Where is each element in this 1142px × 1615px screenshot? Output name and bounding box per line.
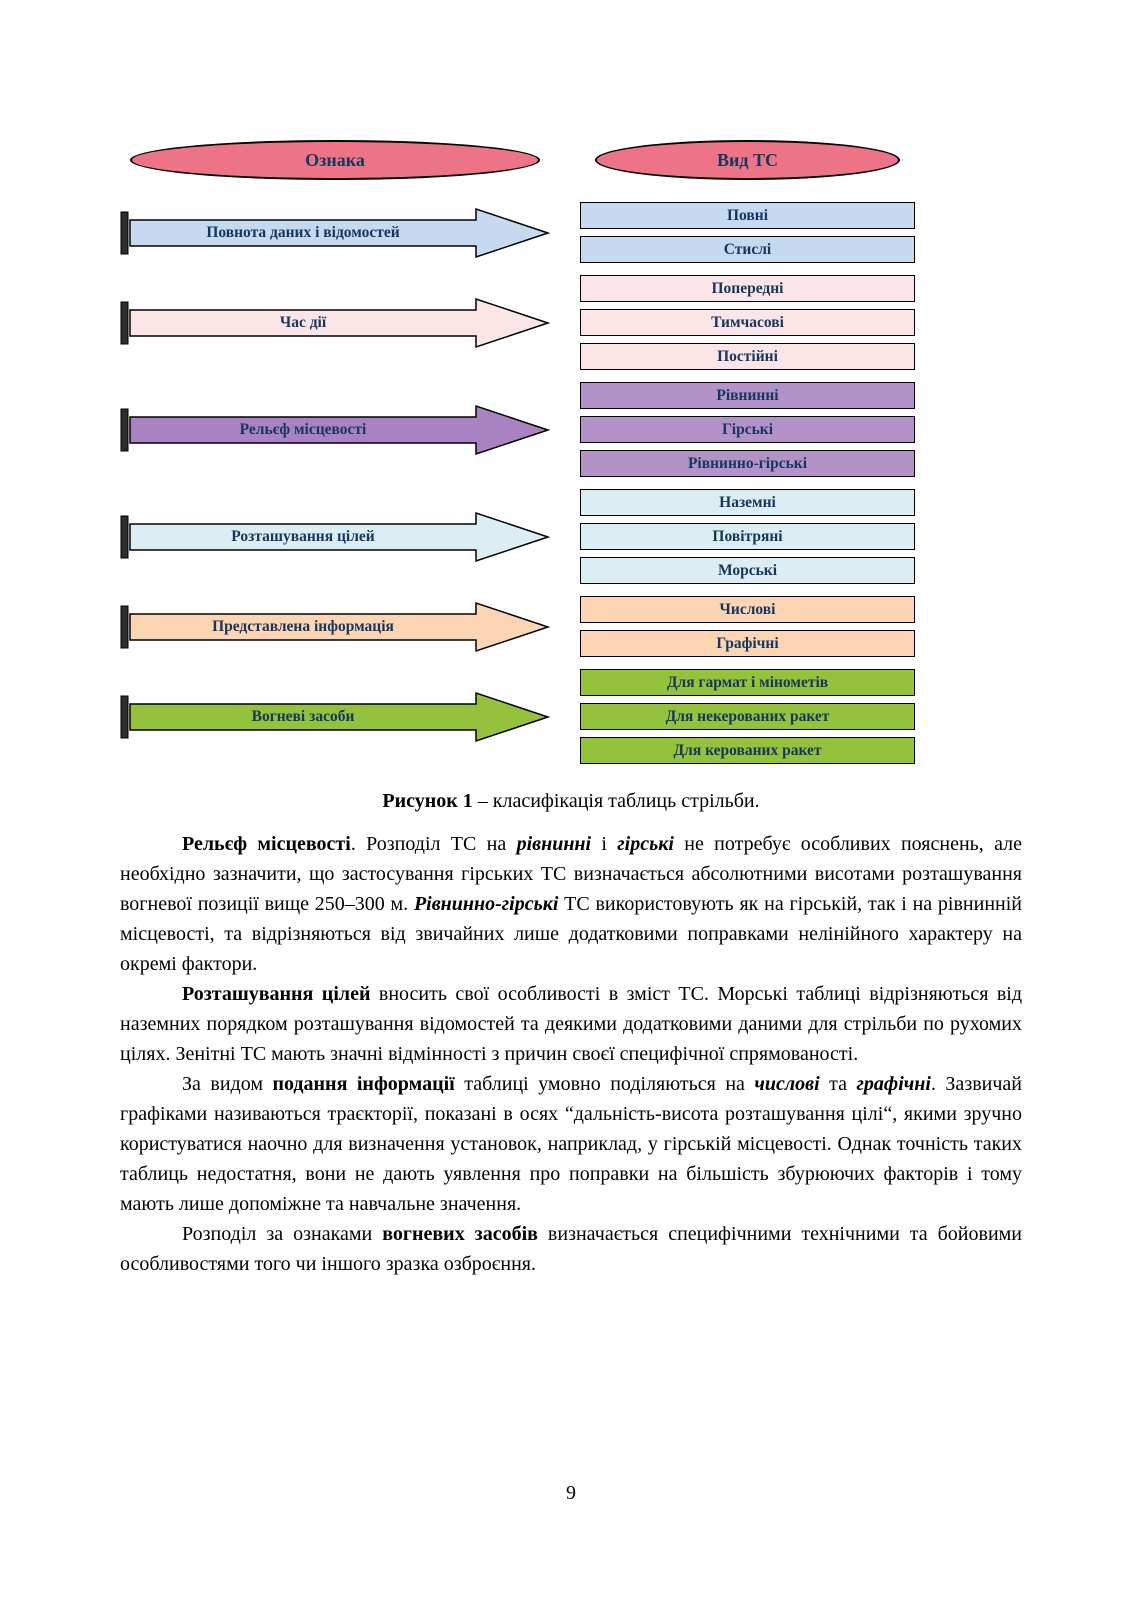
text-segment: . Розподіл ТС на bbox=[350, 833, 517, 855]
text-segment: Рівнинно-гірські bbox=[413, 893, 559, 915]
text-segment: визначається специфічними технічними та бойовими особливостями того чи іншого зразка озброєння. bbox=[120, 1223, 1023, 1275]
classification-box-label: Гірські bbox=[721, 420, 774, 438]
classification-box bbox=[580, 382, 915, 409]
diagram-header-row bbox=[120, 140, 1022, 180]
arrow-label: Повнота даних і відомостей bbox=[206, 223, 400, 241]
text-segment: вносить свої особливості в зміст ТС. Морські таблиці відрізняються від наземних порядком розташування відомостей та деякими додатковими даними для стрільби по рухомих цілях. Зенітні ТС мають значні відмінності з причин своєї специфічної спрямованості. bbox=[120, 983, 1023, 1065]
classification-box-group bbox=[580, 669, 915, 764]
classification-box-label: Стислі bbox=[723, 240, 772, 258]
diagram-row bbox=[120, 202, 1022, 263]
classification-box-label: Рівнинно-гірські bbox=[687, 454, 808, 472]
paragraph bbox=[120, 979, 1022, 1069]
text-segment: Розподіл за ознаками bbox=[182, 1223, 383, 1245]
text-segment: не потребує особливих пояснень, але необхідно зазначити, що застосування гірських ТС визначається абсолютними висотами розташування вогневої позиції вище 250–300 м. bbox=[120, 833, 1022, 915]
page-number: 9 bbox=[566, 1482, 576, 1504]
classification-box-label: Попередні bbox=[711, 279, 784, 297]
text-segment: . Зазвичай графіками називаються траєкторії, показані в осях “дальність-висота розташування цілі“, якими зручно користуватися наочно для визначення установок, наприклад, у гірській місцевості. Однак точність таких таблиць недостатня, вони не дають уявлення про поправки на більшість збурюючих факторів і тому мають лише допоміжне та навчальне значення. bbox=[120, 1073, 1022, 1215]
arrow-tail-bar bbox=[121, 409, 128, 451]
arrow-tail-bar bbox=[121, 606, 128, 648]
classification-box bbox=[580, 596, 915, 623]
classification-box bbox=[580, 703, 915, 730]
classification-box-label: Рівнинні bbox=[716, 386, 779, 404]
classification-box-label: Для некерованих ракет bbox=[665, 707, 830, 725]
classification-box-label: Повітряні bbox=[712, 527, 783, 545]
ellipse-oznaka-label: Ознака bbox=[305, 149, 365, 170]
classification-box-label: Наземні bbox=[719, 493, 776, 511]
classification-arrow bbox=[120, 404, 550, 456]
classification-box bbox=[580, 523, 915, 550]
header-left-cell bbox=[120, 140, 550, 180]
figure-caption-label: Рисунок 1 bbox=[382, 790, 473, 812]
ellipse-vyd-ts-label: Вид ТС bbox=[717, 149, 778, 170]
classification-arrow bbox=[120, 691, 550, 743]
classification-box-group bbox=[580, 596, 915, 657]
arrow-label: Представлена інформація bbox=[212, 617, 394, 635]
classification-box bbox=[580, 343, 915, 370]
arrow-label: Розташування цілей bbox=[231, 527, 375, 545]
classification-box bbox=[580, 630, 915, 657]
classification-box bbox=[580, 737, 915, 764]
arrow-label: Час дії bbox=[279, 313, 327, 331]
diagram-row bbox=[120, 489, 1022, 584]
classification-arrow bbox=[120, 297, 550, 349]
body-text bbox=[120, 829, 1022, 1279]
classification-box bbox=[580, 202, 915, 229]
text-segment: та bbox=[819, 1073, 857, 1095]
text-segment: і bbox=[591, 833, 618, 855]
classification-box-label: Для гармат і мінометів bbox=[666, 673, 829, 691]
text-segment: рівнинні bbox=[516, 833, 592, 855]
classification-box-group bbox=[580, 202, 915, 263]
classification-box bbox=[580, 489, 915, 516]
arrow-tail-bar bbox=[121, 212, 128, 254]
text-segment: числові bbox=[754, 1073, 820, 1095]
diagram-rows bbox=[120, 202, 1022, 764]
arrow-label: Вогневі засоби bbox=[251, 707, 355, 725]
text-segment: вогневих засобів bbox=[382, 1223, 538, 1245]
classification-box bbox=[580, 236, 915, 263]
arrow-tail-bar bbox=[121, 516, 128, 558]
paragraph bbox=[120, 1219, 1022, 1279]
classification-box-group bbox=[580, 489, 915, 584]
classification-arrow bbox=[120, 207, 550, 259]
text-segment: Рельєф місцевості bbox=[182, 833, 351, 855]
text-segment: подання інформації bbox=[272, 1073, 455, 1095]
arrow-tail-bar bbox=[121, 696, 128, 738]
page-content bbox=[120, 140, 1022, 1279]
text-segment: таблиці умовно поділяються на bbox=[454, 1073, 755, 1095]
classification-arrow bbox=[120, 511, 550, 563]
classification-box bbox=[580, 416, 915, 443]
text-segment: За видом bbox=[182, 1073, 273, 1095]
classification-box-label: Морські bbox=[717, 561, 778, 579]
classification-box-label: Тимчасові bbox=[711, 313, 784, 331]
text-segment: Розташування цілей bbox=[182, 983, 371, 1005]
classification-box-label: Числові bbox=[719, 600, 776, 618]
diagram-row bbox=[120, 275, 1022, 370]
classification-box bbox=[580, 669, 915, 696]
classification-box-label: Повні bbox=[726, 206, 769, 224]
text-segment: гірські bbox=[617, 833, 674, 855]
classification-box-group bbox=[580, 382, 915, 477]
classification-box bbox=[580, 450, 915, 477]
paragraph bbox=[120, 1069, 1022, 1219]
classification-box bbox=[580, 309, 915, 336]
classification-box-label: Для керованих ракет bbox=[673, 741, 822, 759]
diagram-row bbox=[120, 596, 1022, 657]
arrow-label: Рельєф місцевості bbox=[239, 420, 367, 438]
diagram-row bbox=[120, 382, 1022, 477]
arrow-tail-bar bbox=[121, 302, 128, 344]
classification-box-group bbox=[580, 275, 915, 370]
text-segment: ТС використовують як на гірській, так і на рівнинній місцевості, та відрізняються від звичайних лише додатковими поправками нелінійного характеру на окремі фактори. bbox=[120, 893, 1023, 975]
classification-box-label: Графічні bbox=[716, 634, 779, 652]
ellipse-vyd-ts bbox=[595, 140, 900, 180]
classification-arrow bbox=[120, 601, 550, 653]
figure-caption-text: – класифікація таблиць стрільби. bbox=[472, 790, 760, 812]
classification-box bbox=[580, 557, 915, 584]
header-right-cell bbox=[580, 140, 915, 180]
paragraph bbox=[120, 829, 1022, 979]
figure-caption bbox=[120, 790, 1022, 813]
ellipse-oznaka bbox=[130, 140, 540, 180]
text-segment: графічні bbox=[856, 1073, 931, 1095]
classification-diagram bbox=[120, 140, 1022, 764]
classification-box-label: Постійні bbox=[717, 347, 778, 365]
diagram-row bbox=[120, 669, 1022, 764]
classification-box bbox=[580, 275, 915, 302]
